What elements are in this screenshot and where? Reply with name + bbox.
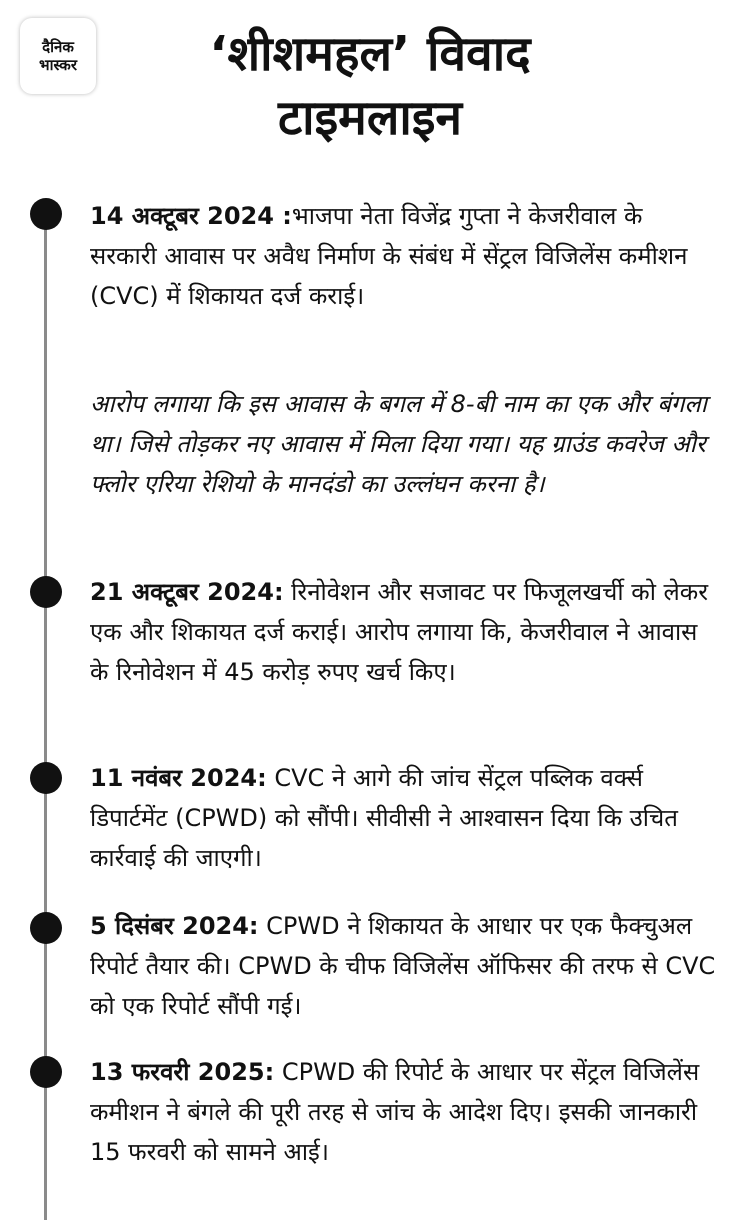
title-line-2: टाइमलाइन	[277, 90, 463, 146]
logo-line-1: दैनिक	[42, 38, 74, 56]
timeline-entry	[90, 1052, 716, 1172]
entry-note: आरोप लगाया कि इस आवास के बगल में 8-बी नाम का एक और बंगला था। जिसे तोड़कर नए आवास में मिला दिया गया। यह ग्राउंड कवरेज और फ्लोर एरिया रेशियो के मानदंडो का उल्लंघन करना है।	[90, 390, 707, 498]
title-line-1: ‘शीशमहल’ विवाद	[209, 26, 531, 82]
entry-date: 14 अक्टूबर 2024 :	[90, 202, 292, 230]
timeline-dot	[30, 1056, 62, 1088]
logo-line-2: भास्कर	[39, 56, 77, 74]
entry-date: 5 दिसंबर 2024:	[90, 912, 259, 940]
entry-date: 11 नवंबर 2024:	[90, 764, 267, 792]
timeline-dot	[30, 912, 62, 944]
entry-text: CVC ने आगे की जांच सेंट्रल पब्लिक वर्क्स डिपार्टमेंट (CPWD) को सौंपी। सीवीसी ने आश्वासन दिया कि उचित कार्रवाई की जाएगी।	[90, 764, 678, 872]
entry-text: रिनोवेशन और सजावट पर फिजूलखर्ची को लेकर एक और शिकायत दर्ज कराई। आरोप लगाया कि, केजरीवाल ने आवास के रिनोवेशन में 45 करोड़ रुपए खर्च किए।	[90, 578, 709, 686]
timeline-entry	[90, 758, 716, 878]
timeline-dot	[30, 762, 62, 794]
entry-date: 13 फरवरी 2025:	[90, 1058, 275, 1086]
entry-text: CPWD ने शिकायत के आधार पर एक फैक्चुअल रिपोर्ट तैयार की। CPWD के चीफ विजिलेंस ऑफिसर की तरफ से CVC को एक रिपोर्ट सौंपी गई।	[90, 912, 716, 1020]
entry-text: CPWD की रिपोर्ट के आधार पर सेंट्रल विजिलेंस कमीशन ने बंगले की पूरी तरह से जांच के आदेश दिए। इसकी जानकारी 15 फरवरी को सामने आई।	[90, 1058, 700, 1166]
timeline-entry	[90, 572, 716, 692]
timeline-dot	[30, 198, 62, 230]
timeline-entry	[90, 196, 716, 316]
timeline-dot	[30, 576, 62, 608]
dainik-bhaskar-logo	[20, 18, 96, 94]
entry-text: भाजपा नेता विजेंद्र गुप्ता ने केजरीवाल के सरकारी आवास पर अवैध निर्माण के संबंध में सेंट्रल विजिलेंस कमीशन (CVC) में शिकायत दर्ज कराई।	[90, 202, 688, 310]
entry-date: 21 अक्टूबर 2024:	[90, 578, 284, 606]
timeline-entry	[90, 906, 716, 1026]
page-title	[110, 22, 630, 150]
